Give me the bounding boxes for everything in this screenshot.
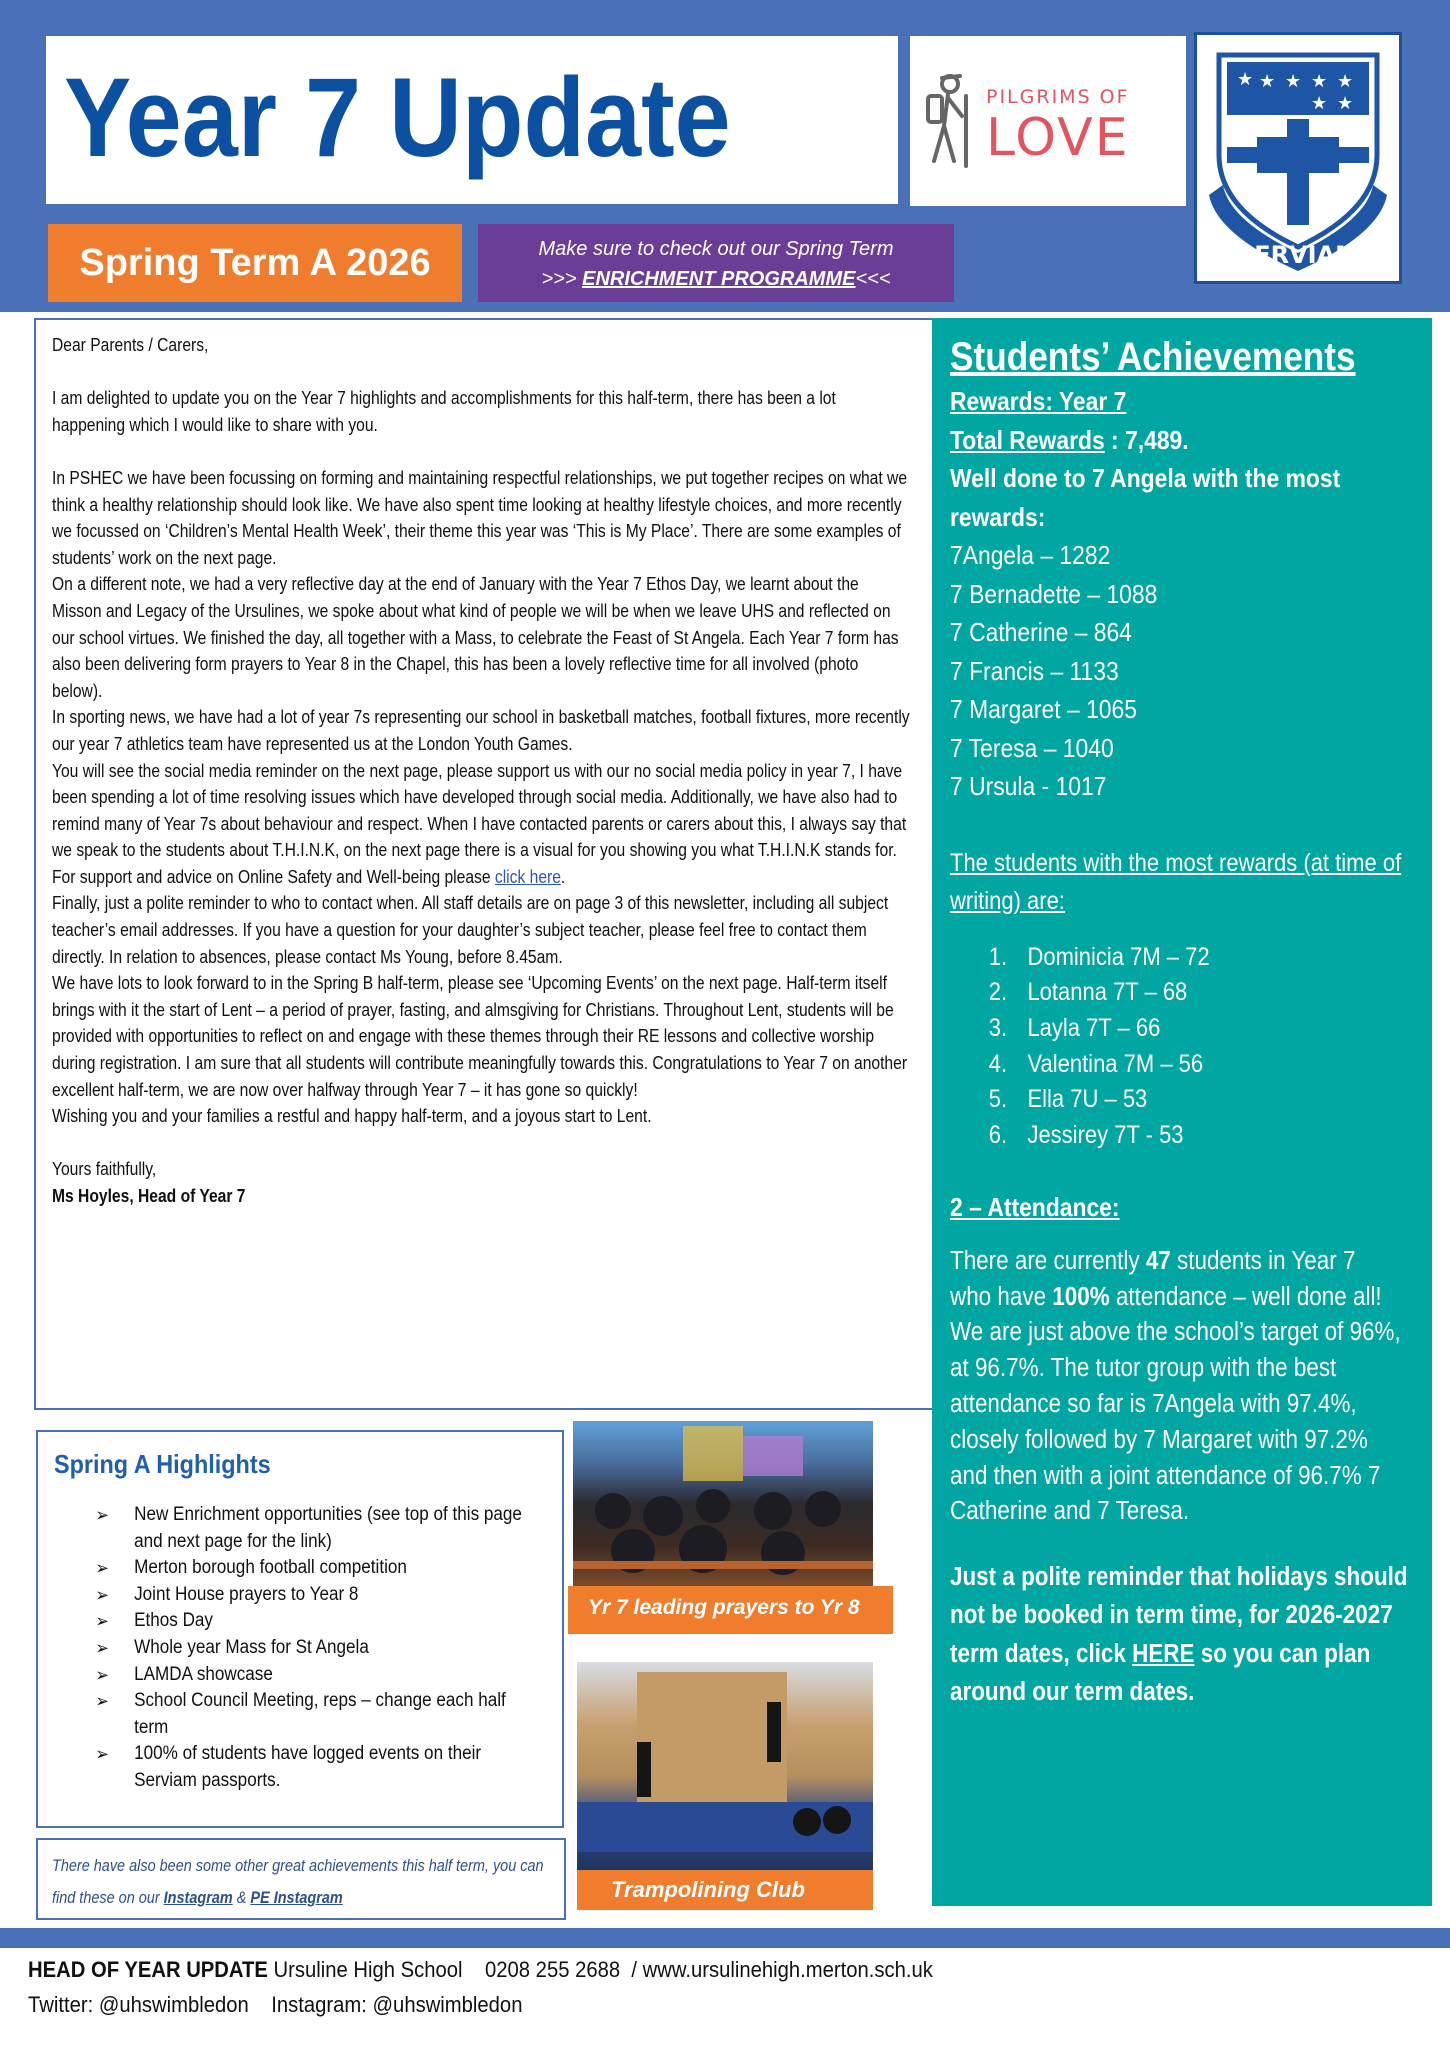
achievements-body	[950, 332, 1408, 1711]
enrichment-line1: Make sure to check out our Spring Term	[538, 238, 894, 260]
letter-body	[52, 332, 911, 1210]
svg-text:★: ★	[1237, 69, 1254, 90]
instagram-note-text: There have also been some other great achievements this half term, you can find these on our	[52, 1856, 544, 1907]
pe-instagram-link[interactable]: PE Instagram	[250, 1888, 343, 1907]
highlight-item	[95, 1608, 540, 1635]
enrichment-programme-link[interactable]: ENRICHMENT PROGRAMME	[582, 268, 856, 290]
trampolining-photo	[577, 1662, 873, 1870]
highlight-text: LAMDA showcase	[134, 1663, 273, 1685]
highlight-text: New Enrichment opportunities (see top of this page and next page for the link)	[134, 1504, 522, 1552]
reminder-text: Just a polite reminder that holidays should not be booked in term time, for 2026-2027 term dates, click	[950, 1563, 1408, 1668]
highlight-text: Merton borough football competition	[134, 1557, 407, 1579]
highlight-text: Whole year Mass for St Angela	[134, 1636, 369, 1658]
footer-label: HEAD OF YEAR UPDATE	[28, 1957, 268, 1982]
student-text: Lotanna 7T – 68	[1027, 978, 1188, 1007]
svg-text:★: ★	[1285, 71, 1302, 92]
letter-paragraph: Finally, just a polite reminder to who to contact when. All staff details are on page 3 of this newsletter, including all subject teacher’s email addresses. If you have a question for your daughter’s subject teacher, please feel free to contact them directly. In relation to absences, please contact Ms Young, before 8.45am.	[52, 892, 889, 967]
letter-greeting: Dear Parents / Carers,	[52, 334, 209, 355]
online-safety-link[interactable]: click here	[494, 865, 561, 887]
top-students-heading: The students with the most rewards (at time of writing) are:	[950, 848, 1402, 915]
spring-highlights	[36, 1430, 564, 1828]
att-text-part: students in Year 7	[1170, 1246, 1356, 1275]
list-number: 6.	[988, 1121, 1008, 1150]
svg-text:★: ★	[1337, 71, 1354, 92]
form-reward-item: 7Angela – 1282	[950, 540, 1111, 570]
school-crest	[1194, 32, 1402, 284]
total-rewards	[950, 421, 1408, 460]
letter-text: You will see the social media reminder on the next page, please support us with our no social media policy in year 7, I have been spending a lot of time resolving issues which have developed through social media. Additionally, we have also had to remind many of Year 7s about behaviour and respect. When I have contacted parents or carers about this, I always say that we speak to the students about T.H.I.N.K, on the next page there is a visual for you showing you what T.H.I.N.K stands for. For support and advice on Online Safety and Well-being please	[52, 759, 907, 887]
highlight-item	[95, 1688, 540, 1741]
letter-paragraph	[52, 758, 911, 891]
highlight-text: School Council Meeting, reps – change each half term	[134, 1690, 506, 1738]
highlight-text: 100% of students have logged events on their Serviam passports.	[134, 1743, 482, 1791]
form-reward-item: 7 Ursula - 1017	[950, 771, 1107, 801]
enrichment-line2	[478, 264, 954, 294]
photo-placeholder-icon	[577, 1662, 873, 1870]
arrow-bullet-icon: ➢	[95, 1744, 109, 1765]
letter-paragraph: In PSHEC we have been focussing on forming and maintaining respectful relationships, we put together recipes on what we think a healthy relationship should look like. We have also spent time looking at healthy lifestyle choices, and more recently we focussed on ‘Children’s Mental Health Week’, their theme this year was ‘This is My Place’. There are some examples of students’ work on the next page.	[52, 466, 908, 568]
arrow-bullet-icon: ➢	[95, 1505, 109, 1525]
student-text: Jessirey 7T - 53	[1027, 1121, 1184, 1150]
letter-text: .	[560, 865, 566, 887]
list-number: 2.	[988, 978, 1008, 1007]
enrichment-banner	[478, 224, 954, 302]
highlights-body	[54, 1444, 540, 1795]
highlight-item	[95, 1555, 540, 1582]
footer-school: Ursuline High School 0208 255 2688 / www.ursulinehigh.merton.sch.uk	[267, 1957, 933, 1982]
top-students-list	[989, 940, 1408, 1154]
top-student-item	[989, 1047, 1408, 1083]
instagram-note	[36, 1838, 566, 1920]
instagram-link[interactable]: Instagram	[163, 1888, 233, 1907]
letter-paragraph: Wishing you and your families a restful and happy half-term, and a joyous start to Lent.	[52, 1105, 652, 1127]
crest-shield-icon	[1197, 35, 1399, 281]
well-done-text: Well done to 7 Angela with the most rewards:	[950, 463, 1341, 532]
achievements-title: Students’ Achievements	[950, 335, 1356, 379]
footer-social: Twitter: @uhswimbledon Instagram: @uhswimbledon	[28, 1992, 523, 2017]
arrow-bullet-icon: ➢	[95, 1584, 109, 1605]
enrichment-prefix: >>>	[541, 268, 583, 290]
photo-caption: Trampolining Club	[577, 1870, 873, 1910]
letter	[34, 318, 934, 1410]
form-rewards-list	[950, 536, 1408, 806]
letter-closing: Yours faithfully,	[52, 1158, 157, 1180]
letter-paragraph: We have lots to look forward to in the Spring B half-term, please see ‘Upcoming Events’ on the next page. Half-term itself brings with it the start of Lent – a period of prayer, fasting, and almsgiving for Christians. Throughout Lent, students will be provided with opportunities to reflect on and engage with these themes through their RE lessons and collective worship during registration. I am sure that all students will contribute meaningfully towards this. Congratulations to Year 7 on another excellent half-term, we are now over halfway through Year 7 – it has gone so quickly!	[52, 972, 908, 1100]
svg-text:★: ★	[1337, 93, 1354, 114]
footer-band	[0, 1928, 1450, 1948]
form-reward-item: 7 Teresa – 1040	[950, 732, 1114, 763]
att-text-part: who have	[950, 1282, 1053, 1311]
form-reward-item: 7 Catherine – 864	[950, 617, 1132, 647]
letter-paragraph: On a different note, we had a very reflective day at the end of January with the Year 7 Ethos Day, we learnt about the Misson and Legacy of the Ursulines, we spoke about what kind of people we will be when we leave UHS and reflected on our school virtues. We finished the day, all together with a Mass, to celebrate the Feast of St Angela. Each Year 7 form has also been delivering form prayers to Year 8 in the Chapel, this has been a lovely reflective time for all involved (photo below).	[52, 573, 899, 701]
att-text-part: We are just above the school’s target of 96%, at 96.7%. The tutor group with the best attendance so far is 7Angela with 97.4%, closely followed by 7 Margaret with 97.2% and then with a joint attendance of 96.7% 7 Catherine and 7 Teresa.	[950, 1318, 1401, 1526]
list-number: 3.	[988, 1013, 1008, 1042]
list-number: 4.	[988, 1049, 1008, 1078]
svg-text:★: ★	[1311, 93, 1328, 114]
student-text: Valentina 7M – 56	[1027, 1049, 1204, 1078]
arrow-bullet-icon: ➢	[95, 1664, 109, 1685]
top-student-item	[989, 1118, 1408, 1154]
letter-paragraph: I am delighted to update you on the Year 7 highlights and accomplishments for this half-term, there has been a lot happening which I would like to share with you.	[52, 387, 836, 435]
photo-caption: Yr 7 leading prayers to Yr 8	[568, 1586, 893, 1634]
term-badge: Spring Term A 2026	[48, 224, 462, 302]
crest-motto: SERVIAM	[1236, 241, 1360, 269]
svg-text:★: ★	[1311, 71, 1328, 92]
top-student-item	[989, 1011, 1408, 1047]
arrow-bullet-icon: ➢	[95, 1558, 109, 1579]
list-number: 5.	[988, 1085, 1008, 1114]
form-reward-item: 7 Margaret – 1065	[950, 694, 1137, 724]
term-dates-link[interactable]: HERE	[1132, 1639, 1195, 1668]
pilgrims-of-love-logo	[910, 36, 1186, 206]
form-reward-item: 7 Francis – 1133	[950, 655, 1119, 686]
holiday-reminder	[950, 1558, 1408, 1711]
student-text: Layla 7T – 66	[1027, 1013, 1161, 1042]
pilgrims-logo-bottom: LOVE	[986, 108, 1130, 168]
highlight-item	[95, 1662, 540, 1689]
reminder-text: so you can plan around our term dates.	[950, 1639, 1371, 1706]
top-student-item	[989, 975, 1408, 1011]
highlight-item	[95, 1741, 540, 1794]
att-percent: 100%	[1052, 1282, 1110, 1311]
hiker-icon	[920, 66, 980, 176]
att-count: 47	[1145, 1246, 1171, 1275]
att-text-part: There are currently	[950, 1246, 1146, 1275]
letter-paragraph: In sporting news, we have had a lot of year 7s representing our school in basketball matches, football fixtures, more recently our year 7 athletics team have represented us at the London Youth Games.	[52, 706, 910, 754]
chapel-prayers-photo	[573, 1421, 873, 1586]
page-title: Year 7 Update	[64, 55, 731, 180]
attendance-text	[950, 1244, 1408, 1530]
top-student-item	[989, 940, 1408, 976]
letter-signature: Ms Hoyles, Head of Year 7	[52, 1185, 246, 1206]
arrow-bullet-icon: ➢	[95, 1637, 109, 1658]
enrichment-suffix: <<<	[855, 268, 891, 290]
form-reward-item: 7 Bernadette – 1088	[950, 578, 1158, 609]
highlight-item	[95, 1502, 540, 1555]
total-rewards-label: Total Rewards	[950, 424, 1105, 455]
arrow-bullet-icon: ➢	[95, 1691, 109, 1712]
footer-contact	[28, 1955, 933, 1985]
highlights-title: Spring A Highlights	[54, 1449, 271, 1479]
instagram-note-body	[52, 1850, 554, 1914]
highlight-item	[95, 1635, 540, 1662]
svg-text:★: ★	[1259, 71, 1276, 92]
highlight-item	[95, 1582, 540, 1609]
attendance-heading: 2 – Attendance:	[950, 1191, 1120, 1222]
att-text-part: attendance – well done all!	[1109, 1282, 1382, 1311]
highlights-list	[95, 1502, 540, 1795]
arrow-bullet-icon: ➢	[95, 1611, 109, 1632]
student-text: Ella 7U – 53	[1027, 1085, 1148, 1114]
highlight-text: Joint House prayers to Year 8	[134, 1583, 359, 1605]
top-student-item	[989, 1082, 1408, 1118]
photo-placeholder-icon	[573, 1421, 873, 1586]
student-text: Dominicia 7M – 72	[1027, 942, 1210, 971]
title-box	[46, 36, 898, 204]
highlight-text: Ethos Day	[134, 1610, 213, 1632]
rewards-heading: Rewards: Year 7	[950, 386, 1127, 416]
pilgrims-logo-top: PILGRIMS OF	[986, 86, 1130, 108]
list-number: 1.	[988, 942, 1008, 971]
instagram-note-text: &	[232, 1888, 251, 1907]
total-rewards-value: : 7,489.	[1104, 424, 1189, 455]
achievements-panel	[932, 318, 1432, 1906]
